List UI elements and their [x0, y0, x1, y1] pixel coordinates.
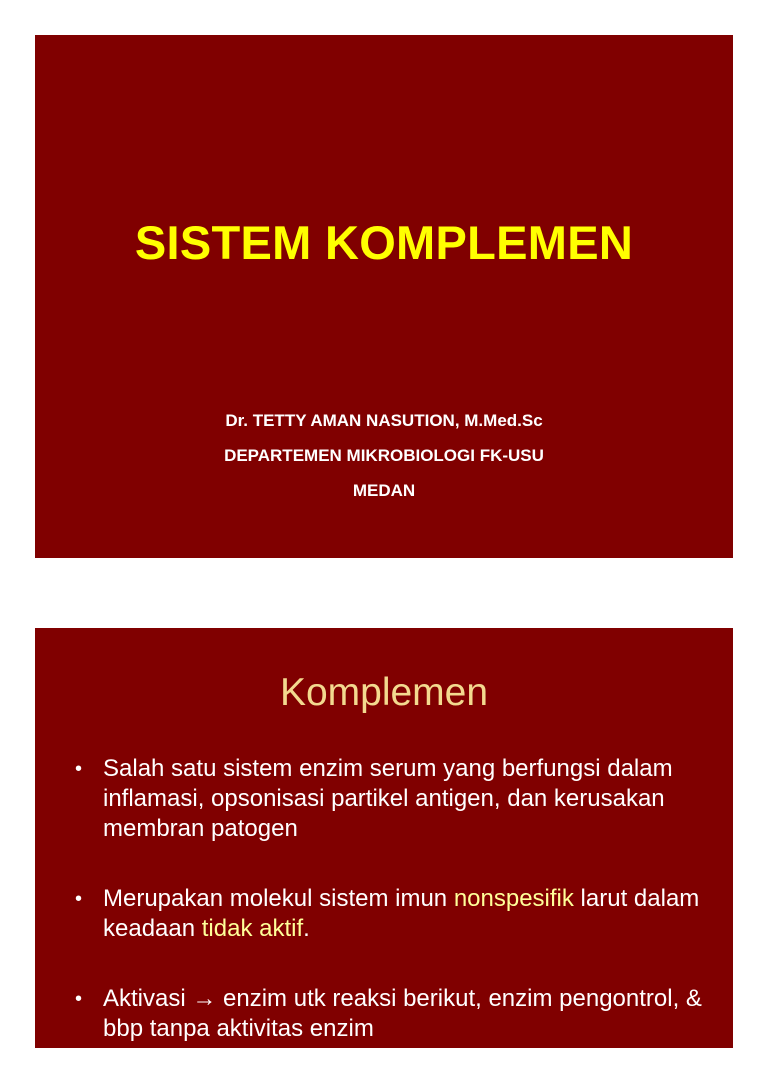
title-slide	[35, 35, 733, 558]
bullet-text: Merupakan molekul sistem imun	[103, 885, 454, 912]
highlight-text: nonspesifik	[453, 885, 574, 912]
arrow-right-icon: →	[192, 985, 217, 1012]
bullet-text: Salah satu sistem enzim serum yang berfungsi dalam inflamasi, opsonisasi partikel antigen, dan kerusakan membran patogen	[103, 755, 673, 842]
bullet-text: enzim utk reaksi berikut, enzim pengontrol, & bbp tanpa aktivitas enzim	[103, 985, 702, 1042]
bullet-dot-icon: •	[75, 758, 83, 780]
highlight-text: tidak aktif	[201, 915, 304, 942]
bullet-item	[75, 984, 713, 1044]
bullet-dot-icon: •	[75, 888, 83, 910]
content-slide	[35, 628, 733, 1048]
author-line: Dr. TETTY AMAN NASUTION, M.Med.Sc	[225, 411, 543, 430]
content-slide-title: Komplemen	[279, 671, 489, 714]
bullet-text: .	[303, 915, 310, 942]
slide-title: SISTEM KOMPLEMEN	[134, 216, 634, 269]
department-line: DEPARTEMEN MIKROBIOLOGI FK-USU	[224, 446, 544, 465]
bullet-dot-icon: •	[75, 988, 83, 1010]
city-line: MEDAN	[352, 481, 416, 500]
bullet-item	[75, 884, 713, 944]
bullet-item	[75, 754, 713, 844]
bullet-text: larut dalam keadaan	[103, 885, 700, 942]
bullet-list	[75, 754, 713, 1084]
bullet-text: Aktivasi	[103, 985, 193, 1012]
